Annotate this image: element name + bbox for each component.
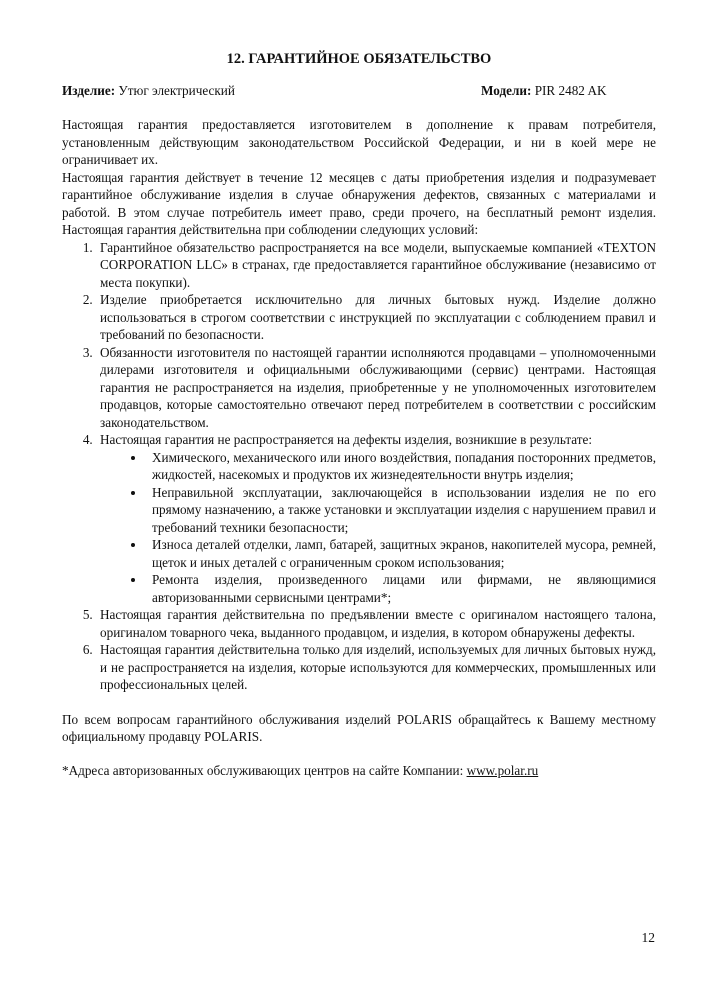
condition-text: Обязанности изготовителя по настоящей гарантии исполняются продавцами – уполномоченными дилерами изготовителя и официальными обслуживающими (сервис) центрами. Настоящая гарантия не распространяется на изделия, приобретенные у не уполномоченных изготовителем продавцов, которые самостоятельно отвечают перед потребителем в соответствии с российским законодательством. — [100, 344, 656, 430]
condition-text: Настоящая гарантия действительна только для изделий, используемых для личных бытовых нужд, и не распространяется на изделия, которые используются для коммерческих, промышленных или профессиональных целей. — [100, 642, 656, 692]
terms-paragraph: Настоящая гарантия действует в течение 12 месяцев с даты приобретения изделия и подразумевает гарантийное обслуживание изделия в случае обнаружения дефектов, связанных с материалами и работой. В этом случае потребитель имеет право, среди прочего, на бесплатный ремонт изделия. Настоящая гарантия действительна при соблюдении следующих условий: — [62, 169, 656, 237]
condition-item — [96, 291, 656, 344]
model-info — [481, 82, 607, 100]
exclusion-item: • Химического, механического или иного воздействия, попадания посторонних предметов, жидкостей, насекомых и продуктов их жизнедеятельности внутрь изделия; — [146, 449, 656, 484]
closing-paragraph: По всем вопросам гарантийного обслуживания изделий POLARIS обращайтесь к Вашему местному официальному продавцу POLARIS. — [62, 711, 656, 744]
model-label: Модели: — [481, 83, 532, 98]
warranty-body — [62, 116, 656, 779]
conditions-list — [62, 239, 656, 694]
footnote-text: *Адреса авторизованных обслуживающих центров на сайте Компании: — [62, 762, 467, 778]
product-value: Утюг электрический — [118, 83, 235, 98]
condition-text: Настоящая гарантия действительна по предъявлении вместе с оригиналом настоящего талона, оригиналом товарного чека, выданного продавцом, и изделия, в котором обнаружены дефекты. — [100, 607, 656, 640]
condition-text: Настоящая гарантия не распространяется на дефекты изделия, возникшие в результате: — [100, 432, 593, 447]
intro-paragraph: Настоящая гарантия предоставляется изготовителем в дополнение к правам потребителя, установленным действующим законодательством Российской Федерации, и ни в коей мере не ограничивает их. — [62, 117, 656, 167]
warranty-page — [62, 50, 656, 779]
product-meta — [62, 82, 656, 100]
condition-item — [96, 431, 656, 606]
condition-text: Изделие приобретается исключительно для личных бытовых нужд. Изделие должно использоваться в строгом соответствии с инструкцией по эксплуатации с соблюдением правил и требований по безопасности. — [100, 292, 656, 342]
condition-item — [96, 239, 656, 292]
page-number: 12 — [641, 930, 655, 945]
website-link[interactable]: www.polar.ru — [466, 762, 539, 778]
exclusion-item: • Износа деталей отделки, ламп, батарей, защитных экранов, накопителей мусора, ремней, щеток и иных деталей с ограниченным сроком использования; — [146, 536, 656, 571]
condition-item — [96, 641, 656, 694]
footnote — [62, 762, 656, 780]
exclusion-item: • Неправильной эксплуатации, заключающейся в использовании изделия не по его прямому назначению, а также установки и эксплуатации изделия с нарушением правил и требований техники безопасности; — [146, 484, 656, 537]
page-title: 12. ГАРАНТИЙНОЕ ОБЯЗАТЕЛЬСТВО — [226, 51, 492, 67]
exclusion-item: • Ремонта изделия, произведенного лицами или фирмами, не являющимися авторизованными сервисными центрами*; — [146, 571, 656, 606]
model-value: PIR 2482 AK — [534, 83, 607, 98]
condition-text: Гарантийное обязательство распространяется на все модели, выпускаемые компанией «TEXTON CORPORATION LLC» в странах, где предоставляется гарантийное обслуживание (независимо от места покупки). — [100, 239, 656, 290]
exclusions-list — [100, 449, 656, 607]
product-info — [62, 82, 235, 100]
product-label: Изделие: — [62, 83, 116, 98]
condition-item — [96, 606, 656, 641]
condition-item — [96, 344, 656, 432]
